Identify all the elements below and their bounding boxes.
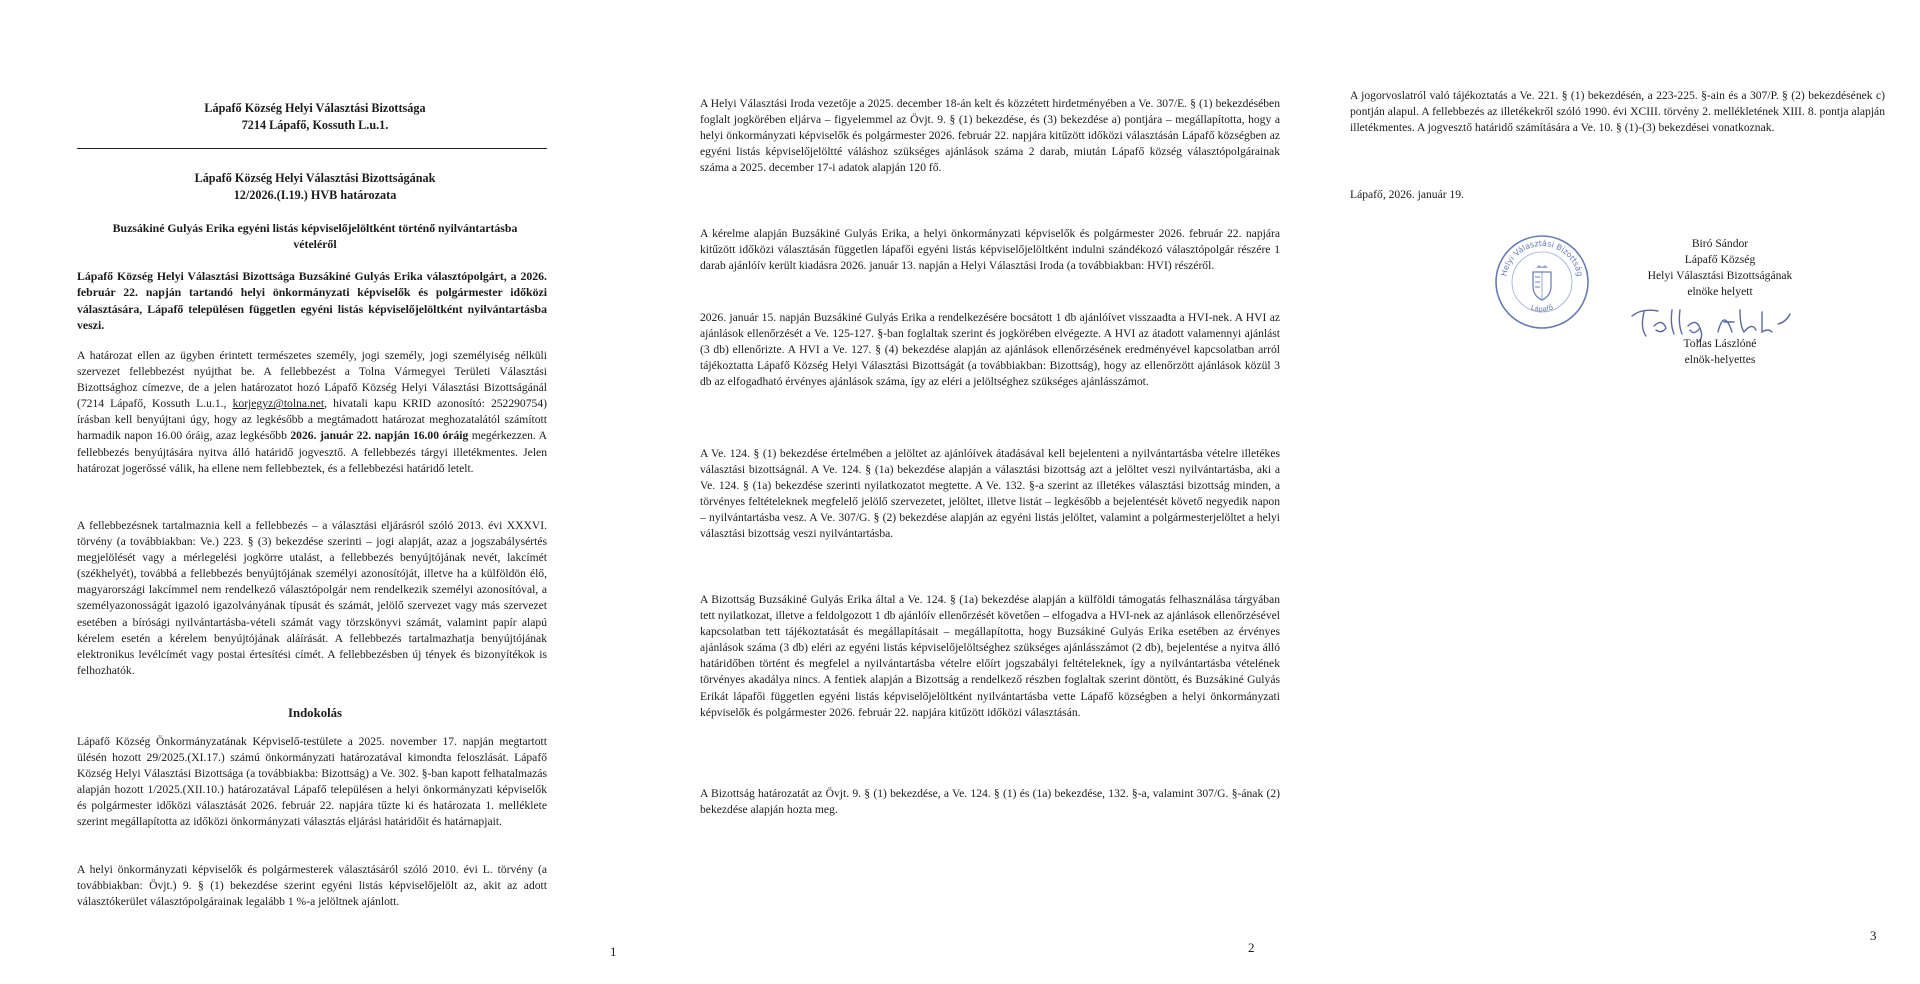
resolution-title bbox=[70, 170, 560, 203]
document-page-3 bbox=[1330, 0, 1920, 984]
reasoning-paragraph-1: Lápafő Község Önkormányzatának Képviselő-testülete a 2025. november 17. napján megtartott ülésén hozott 29/2025.(XI.17.) számú önkormányzati határozatával kimondta feloszlását. Lápafő Község Helyi Választási Bizottsága (a továbbiakba: Bizottság) a Ve. 302. §-ban kapott felhatalmazás alapján hozott 1/2025.(XII.10.) határozatával Lápafő településen a helyi önkormányzati képviselők és polgármester időközi választását 2026. február 22. napjára tűzte ki és határozata 1. melléklete szerint megállapította az időközi önkormányzati választás eljárási határidőit és határnapjait. bbox=[77, 735, 547, 829]
reasoning-paragraph-8: A Bizottság határozatát az Övjt. 9. § (1) bekezdése, a Ve. 124. § (1) és (1a) bekezdése, 132. §-a, valamint 307/G. §-ának (2) bekezdése alapján hozta meg. bbox=[700, 787, 1280, 817]
issuer-header bbox=[70, 100, 560, 133]
deadline-bold: 2026. január 22. napján 16.00 óráig bbox=[290, 429, 469, 443]
header-divider bbox=[77, 148, 547, 149]
page-number: 1 bbox=[610, 944, 617, 959]
resolution-subject-line-2: vételéről bbox=[293, 237, 337, 251]
reasoning-paragraph-7: A Bizottság Buzsákiné Gulyás Erika által a Ve. 124. § (1a) bekezdése alapján a külföldi támogatás felhasználása tárgyában tett nyilatkozat, illetve a feldolgozott 1 db ajánlóív ellenőrzését követően – elfogadva a HVI-nek az ajánlások ellenőrzésével kapcsolatban tett tájékoztatását és megállapításait – megállapította, hogy Buzsákiné Gulyás Erika esetében az érvényes ajánlások száma (3 db) eléri az egyéni listás képviselőjelöltséghez szükséges ajánlásszámot (2 db), bejelentése a nyitva álló határidőben történt és megfelel a nyilvántartásba vételre előírt jogszabályi feltételeknek, így a nyilvántartásba vételének törvényes akadálya nincs. A fentiek alapján a Bizottság a rendelkező részben foglaltak szerint döntött, és Buzsákiné Gulyás Erikát lápafői független egyéni listás képviselőjelöltként nyilvántartásba vette Lápafő községben a helyi önkormányzati képviselők és polgármester 2026. február 22. napjára kitűzött időközi választásán. bbox=[700, 593, 1280, 719]
document-page-2 bbox=[680, 0, 1310, 984]
page-number: 2 bbox=[1248, 940, 1255, 955]
signatory-1-role: elnöke helyett bbox=[1687, 285, 1753, 298]
issuer-address: 7214 Lápafő, Kossuth L.u.1. bbox=[241, 117, 389, 132]
resolution-subject bbox=[70, 220, 560, 252]
reasoning-paragraph-5: 2026. január 15. napján Buzsákiné Gulyás Erika a rendelkezésére bocsátott 1 db ajánlóívet visszaadta a HVI-nek. A HVI az ajánlások ellenőrzését a Ve. 125-127. §-ban foglaltak szerint és jogkörében elvégezte. A HVI az átadott valamennyi ajánlást (3 db) ellenőrizte. A HVI a Ve. 127. § (4) bekezdése alapján az ajánlások ellenőrzésének eredményével kapcsolatban arról tájékoztatta Lápafő Község Helyi Választási Bizottságát (a továbbiakban: Bizottság), hogy az ellenőrzött ajánlások közül 3 db az elfogadható érvényes ajánlások száma, így az eléri a jelöltséghez szükséges ajánlásszámot. bbox=[700, 311, 1280, 389]
signatory-1-org: Lápafő Község bbox=[1684, 253, 1756, 266]
signatory-2-name: Tollas Lászlóné bbox=[1683, 337, 1757, 350]
stamp-text-bottom: Lápafő bbox=[1529, 303, 1555, 314]
signatory-1-org-2: Helyi Választási Bizottságának bbox=[1647, 269, 1793, 282]
reasoning-paragraph-6: A Ve. 124. § (1) bekezdése értelmében a jelöltet az ajánlóívek átadásával kell bejelenteni a nyilvántartásba vételre illetékes választási bizottságnál. A Ve. 124. § (1a) bekezdése alapján a választási bizottság azt a jelöltet veszi nyilvántartásba, aki a Ve. 124. § (1a) bekezdése szerinti nyilatkozatot megtette. A Ve. 132. §-a szerint az illetékes választási bizottság minden, a törvényes feltételeknek megfelelő jelölő szervezetet, jelöltet, illetve listát – legkésőbb a bejelentését követő negyedik napon – nyilvántartásba vesz. A Ve. 307/G. § (2) bekezdése alapján az egyéni listás jelöltet, valamint a polgármesterjelöltet a helyi választási bizottság veszi nyilvántartásba. bbox=[700, 447, 1280, 541]
signatory-2-role: elnök-helyettes bbox=[1684, 353, 1756, 366]
resolution-subject-line-1: Buzsákiné Gulyás Erika egyéni listás képviselőjelöltként történő nyilvántartásba bbox=[112, 221, 518, 235]
remedy-text-2: , hivatali kapu KRID azonosító: 252290754) írásban kell benyújtani úgy, hogy az legkésőbb a megtámadott határozat meghozatalától számított harmadik napon 16.00 óráig, azaz legkésőbb bbox=[77, 397, 547, 443]
remedy-text-3: megérkezzen. A fellebbezés benyújtására nyitva álló határidő jogvesztő. A fellebbezés tárgyi illetékmentes. Jelen határozat jogerőssé válik, ha ellene nem fellebbeztek, és a fellebbezési határidő letelt. bbox=[77, 429, 547, 475]
document-page-1 bbox=[0, 0, 640, 984]
remedy-text-1: A határozat ellen az ügyben érintett természetes személy, jogi személy, jogi személyiség nélküli szervezet fellebbezést nyújthat be. A fellebbezést a Tolna Vármegyei Területi Választási Bizottsághoz címezve, de a jelen határozatot hozó Lápafő Község Helyi Választási Bizottságánál (7214 Lápafő, Kossuth L.u.1., bbox=[77, 349, 547, 411]
issuer-name: Lápafő Község Helyi Választási Bizottsága bbox=[204, 101, 426, 115]
resolution-title-line-2: 12/2026.(I.19.) HVB határozata bbox=[233, 187, 397, 202]
email-link[interactable]: korjegyz@tolna.net bbox=[232, 397, 325, 411]
official-stamp bbox=[1492, 232, 1592, 332]
svg-text:Lápafő bbox=[1530, 303, 1555, 314]
reasoning-paragraph-4: A kérelme alapján Buzsákiné Gulyás Erika, a helyi önkormányzati képviselők és polgármester 2026. február 22. napjára kitűzött időközi választásán független lápafői egyéni listás képviselőjelöltként indulni szándékozó választópolgár részére 1 darab ajánlóív került kiadásra 2026. január 13. napján a Helyi Választási Iroda (a továbbiakban: HVI) részéről. bbox=[700, 227, 1280, 273]
signatory-block-1 bbox=[1640, 236, 1800, 300]
reasoning-paragraph-3: A Helyi Választási Iroda vezetője a 2025. december 18-án kelt és közzétett hirdetményében a Ve. 307/E. § (1) bekezdésében foglalt jogkörében eljárva – figyelemmel az Övjt. 9. § (1) bekezdése, és (3) bekezdése a) pontjára – megállapította, hogy a helyi önkormányzati képviselők és polgármester 2026. február 22. napjára kitűzött időközi választásán Lápafő községben az egyéni listás képviselőjelöltté váláshoz szükséges ajánlások száma 2 darab, miután Lápafő község választópolgárainak száma a 2025. december 17-i adatok alapján 120 fő. bbox=[700, 97, 1280, 175]
reasoning-heading: Indokolás bbox=[287, 706, 343, 720]
resolution-title-line-1: Lápafő Község Helyi Választási Bizottságának bbox=[194, 171, 436, 185]
stamp-text-top: Helyi Választási Bizottság bbox=[1499, 238, 1585, 278]
coat-of-arms-icon bbox=[1533, 265, 1551, 300]
remedy-paragraph bbox=[77, 348, 547, 477]
reasoning-paragraph-2: A helyi önkormányzati képviselők és polgármesterek választásáról szóló 2010. évi L. törvény (a továbbiakban: Övjt.) 9. § (1) bekezdése szerint egyéni listás képviselőjelölt az, akit az adott választókerület választópolgárainak legalább 1 %-a jelöltnek ajánlott. bbox=[77, 863, 547, 909]
legal-remedy-info: A jogorvoslatról való tájékoztatás a Ve. 221. § (1) bekezdésén, a 223-225. §-ain és a 307/P. § (2) bekezdésének c) pontján alapul. A fellebbezés az illetékekről szóló 1990. évi XCIII. törvény 2. mellékletének XIII. 8. pontja alapján illetékmentes. A jogvesztő határidő számítására a Ve. 10. § (1)-(3) bekezdései vonatkoznak. bbox=[1350, 89, 1885, 135]
signatory-1-name: Biró Sándor bbox=[1691, 237, 1749, 250]
appeal-content-paragraph: A fellebbezésnek tartalmaznia kell a fellebbezés – a választási eljárásról szóló 2013. évi XXXVI. törvény (a továbbiakban: Ve.) 223. § (3) bekezdése szerinti – jogi alapját, azaz a jogszabálysértés megjelölését vagy a mérlegelési jogkörre utalást, a fellebbezés benyújtójának nevét, lakcímét (székhelyét), továbbá a fellebbezés benyújtójának személyi azonosítóját, illetve ha a külföldön élő, magyarországi lakcímmel nem rendelkező választópolgár nem rendelkezik személyi azonosítóval, a személyazonosságát igazoló igazolványának típusát és számát, jelölő szervezet vagy más szervezet esetében a bírósági nyilvántartásba-vételi számát vagy törzskönyvi számát, valamint papír alapú kérelem esetén a kérelem benyújtójának aláírását. A fellebbezés tartalmazhatja benyújtójának elektronikus levélcímét vagy postai értesítési címét. A fellebbezésben új tények és bizonyítékok is felhozhatók. bbox=[77, 519, 547, 677]
page-number: 3 bbox=[1870, 928, 1877, 943]
signatory-block-2 bbox=[1660, 336, 1780, 368]
decision-paragraph: Lápafő Község Helyi Választási Bizottsága Buzsákiné Gulyás Erika választópolgárt, a 2026. február 22. napján tartandó helyi önkormányzati képviselők és polgármester időközi választására, Lápafő településen független egyéni listás képviselőjelöltként nyilvántartásba veszi. bbox=[77, 269, 547, 332]
place-and-date: Lápafő, 2026. január 19. bbox=[1350, 188, 1464, 201]
